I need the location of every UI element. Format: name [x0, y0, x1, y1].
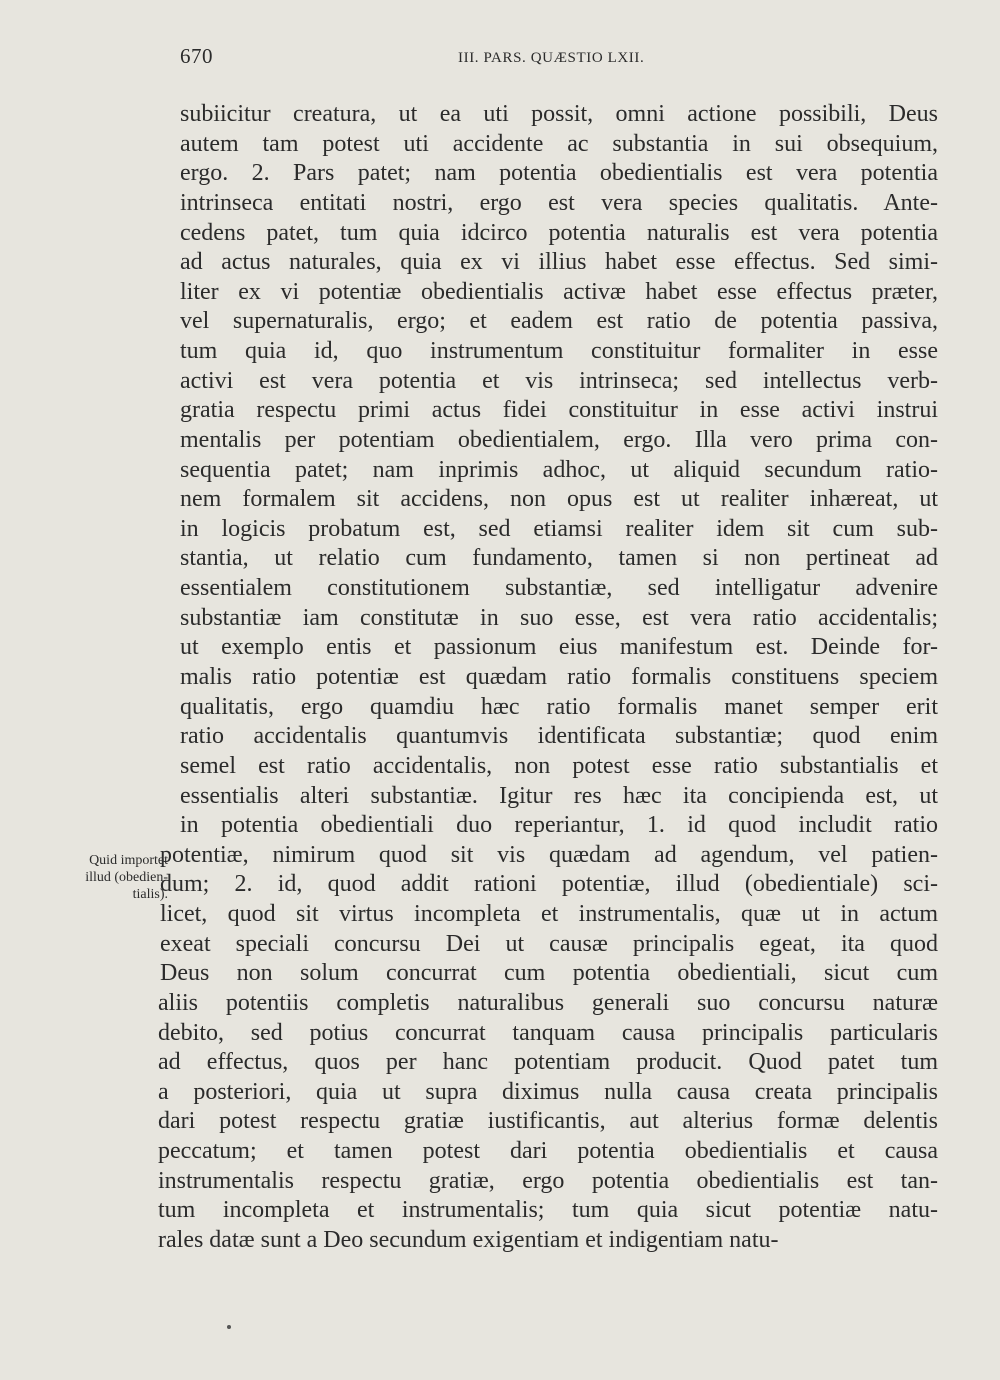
text-line: ad effectus, quos per hanc potentiam producit. Quod patet tum [158, 1049, 938, 1076]
text-line: a posteriori, quia ut supra diximus nulla causa creata principalis [158, 1078, 938, 1105]
text-line: ut exemplo entis et passionum eius manifestum est. Deinde for- [180, 634, 938, 661]
text-line: instrumentalis respectu gratiæ, ergo potentia obedientialis est tan- [158, 1167, 938, 1194]
text-line: tum incompleta et instrumentalis; tum quia sicut potentiæ natu- [158, 1197, 938, 1224]
text-line: cedens patet, tum quia idcirco potentia naturalis est vera potentia [180, 219, 938, 246]
text-line: peccatum; et tamen potest dari potentia obedientialis et causa [158, 1138, 938, 1165]
margin-note [58, 852, 168, 903]
text-line: sequentia patet; nam inprimis adhoc, ut aliquid secundum ratio- [180, 456, 938, 483]
text-line: ad actus naturales, quia ex vi illius habet esse effectus. Sed simi- [180, 249, 938, 276]
text-line: subiicitur creatura, ut ea uti possit, omni actione possibili, Deus [180, 101, 938, 127]
text-line: stantia, ut relatio cum fundamento, tamen si non pertineat ad [180, 545, 938, 572]
text-line: Deus non solum concurrat cum potentia obedientiali, sicut cum [160, 960, 938, 987]
text-line: vel supernaturalis, ergo; et eadem est ratio de potentia passiva, [180, 308, 938, 335]
running-head: III. PARS. QUÆSTIO LXII. [458, 50, 645, 66]
text-line: ratio accidentalis quantumvis identificata substantiæ; quod enim [180, 723, 938, 750]
text-line: essentialis alteri substantiæ. Igitur res hæc ita concipienda est, ut [180, 782, 938, 809]
text-line: substantiæ iam constitutæ in suo esse, est vera ratio accidentalis; [180, 604, 938, 631]
text-line: mentalis per potentiam obedientialem, ergo. Illa vero prima con- [180, 426, 938, 453]
text-line: potentiæ, nimirum quod sit vis quædam ad agendum, vel patien- [160, 841, 938, 868]
page-number: 670 [180, 44, 213, 68]
margin-note-line: tialis). [132, 887, 168, 902]
text-line: liter ex vi potentiæ obedientialis activæ habet esse effectus præter, [180, 278, 938, 305]
text-line: in logicis probatum est, sed etiamsi realiter idem sit cum sub- [180, 515, 938, 542]
text-line: rales datæ sunt a Deo secundum exigentiam et indigentiam natu- [158, 1227, 779, 1253]
text-line: debito, sed potius concurrat tanquam causa principalis particularis [158, 1019, 938, 1046]
text-line: dum; 2. id, quod addit rationi potentiæ, illud (obedientiale) sci- [160, 871, 938, 898]
text-line: licet, quod sit virtus incompleta et instrumentalis, quæ ut in actum [160, 901, 938, 928]
page-header [0, 42, 1000, 72]
text-line: exeat speciali concursu Dei ut causæ principalis egeat, ita quod [160, 930, 938, 957]
text-line: nem formalem sit accidens, non opus est ut realiter inhæreat, ut [180, 486, 938, 513]
text-line: tum quia id, quo instrumentum constituitur formaliter in esse [180, 338, 938, 365]
text-line: malis ratio potentiæ est quædam ratio formalis constituens speciem [180, 664, 938, 690]
text-line: gratia respectu primi actus fidei constituitur in esse activi instrui [180, 397, 938, 424]
margin-note-line: Quid importet [89, 853, 168, 868]
text-line: semel est ratio accidentalis, non potest esse ratio substantialis et [180, 752, 938, 779]
text-line: dari potest respectu gratiæ iustificantis, aut alterius formæ delentis [158, 1108, 938, 1135]
print-speck [227, 1325, 231, 1329]
margin-note-line: illud (obedien- [85, 870, 168, 885]
text-line: aliis potentiis completis naturalibus generali suo concursu naturæ [158, 989, 938, 1016]
text-line: essentialem constitutionem substantiæ, sed intelligatur advenire [180, 575, 938, 602]
text-line: activi est vera potentia et vis intrinseca; sed intellectus verb- [180, 367, 938, 394]
text-line: autem tam potest uti accidente ac substantia in sui obsequium, [180, 130, 938, 157]
text-line: qualitatis, ergo quamdiu hæc ratio formalis manet semper erit [180, 693, 938, 720]
text-line: ergo. 2. Pars patet; nam potentia obedientialis est vera potentia [180, 160, 938, 187]
text-line: intrinseca entitati nostri, ergo est vera species qualitatis. Ante- [180, 189, 938, 216]
text-line: in potentia obedientiali duo reperiantur, 1. id quod includit ratio [180, 812, 938, 839]
